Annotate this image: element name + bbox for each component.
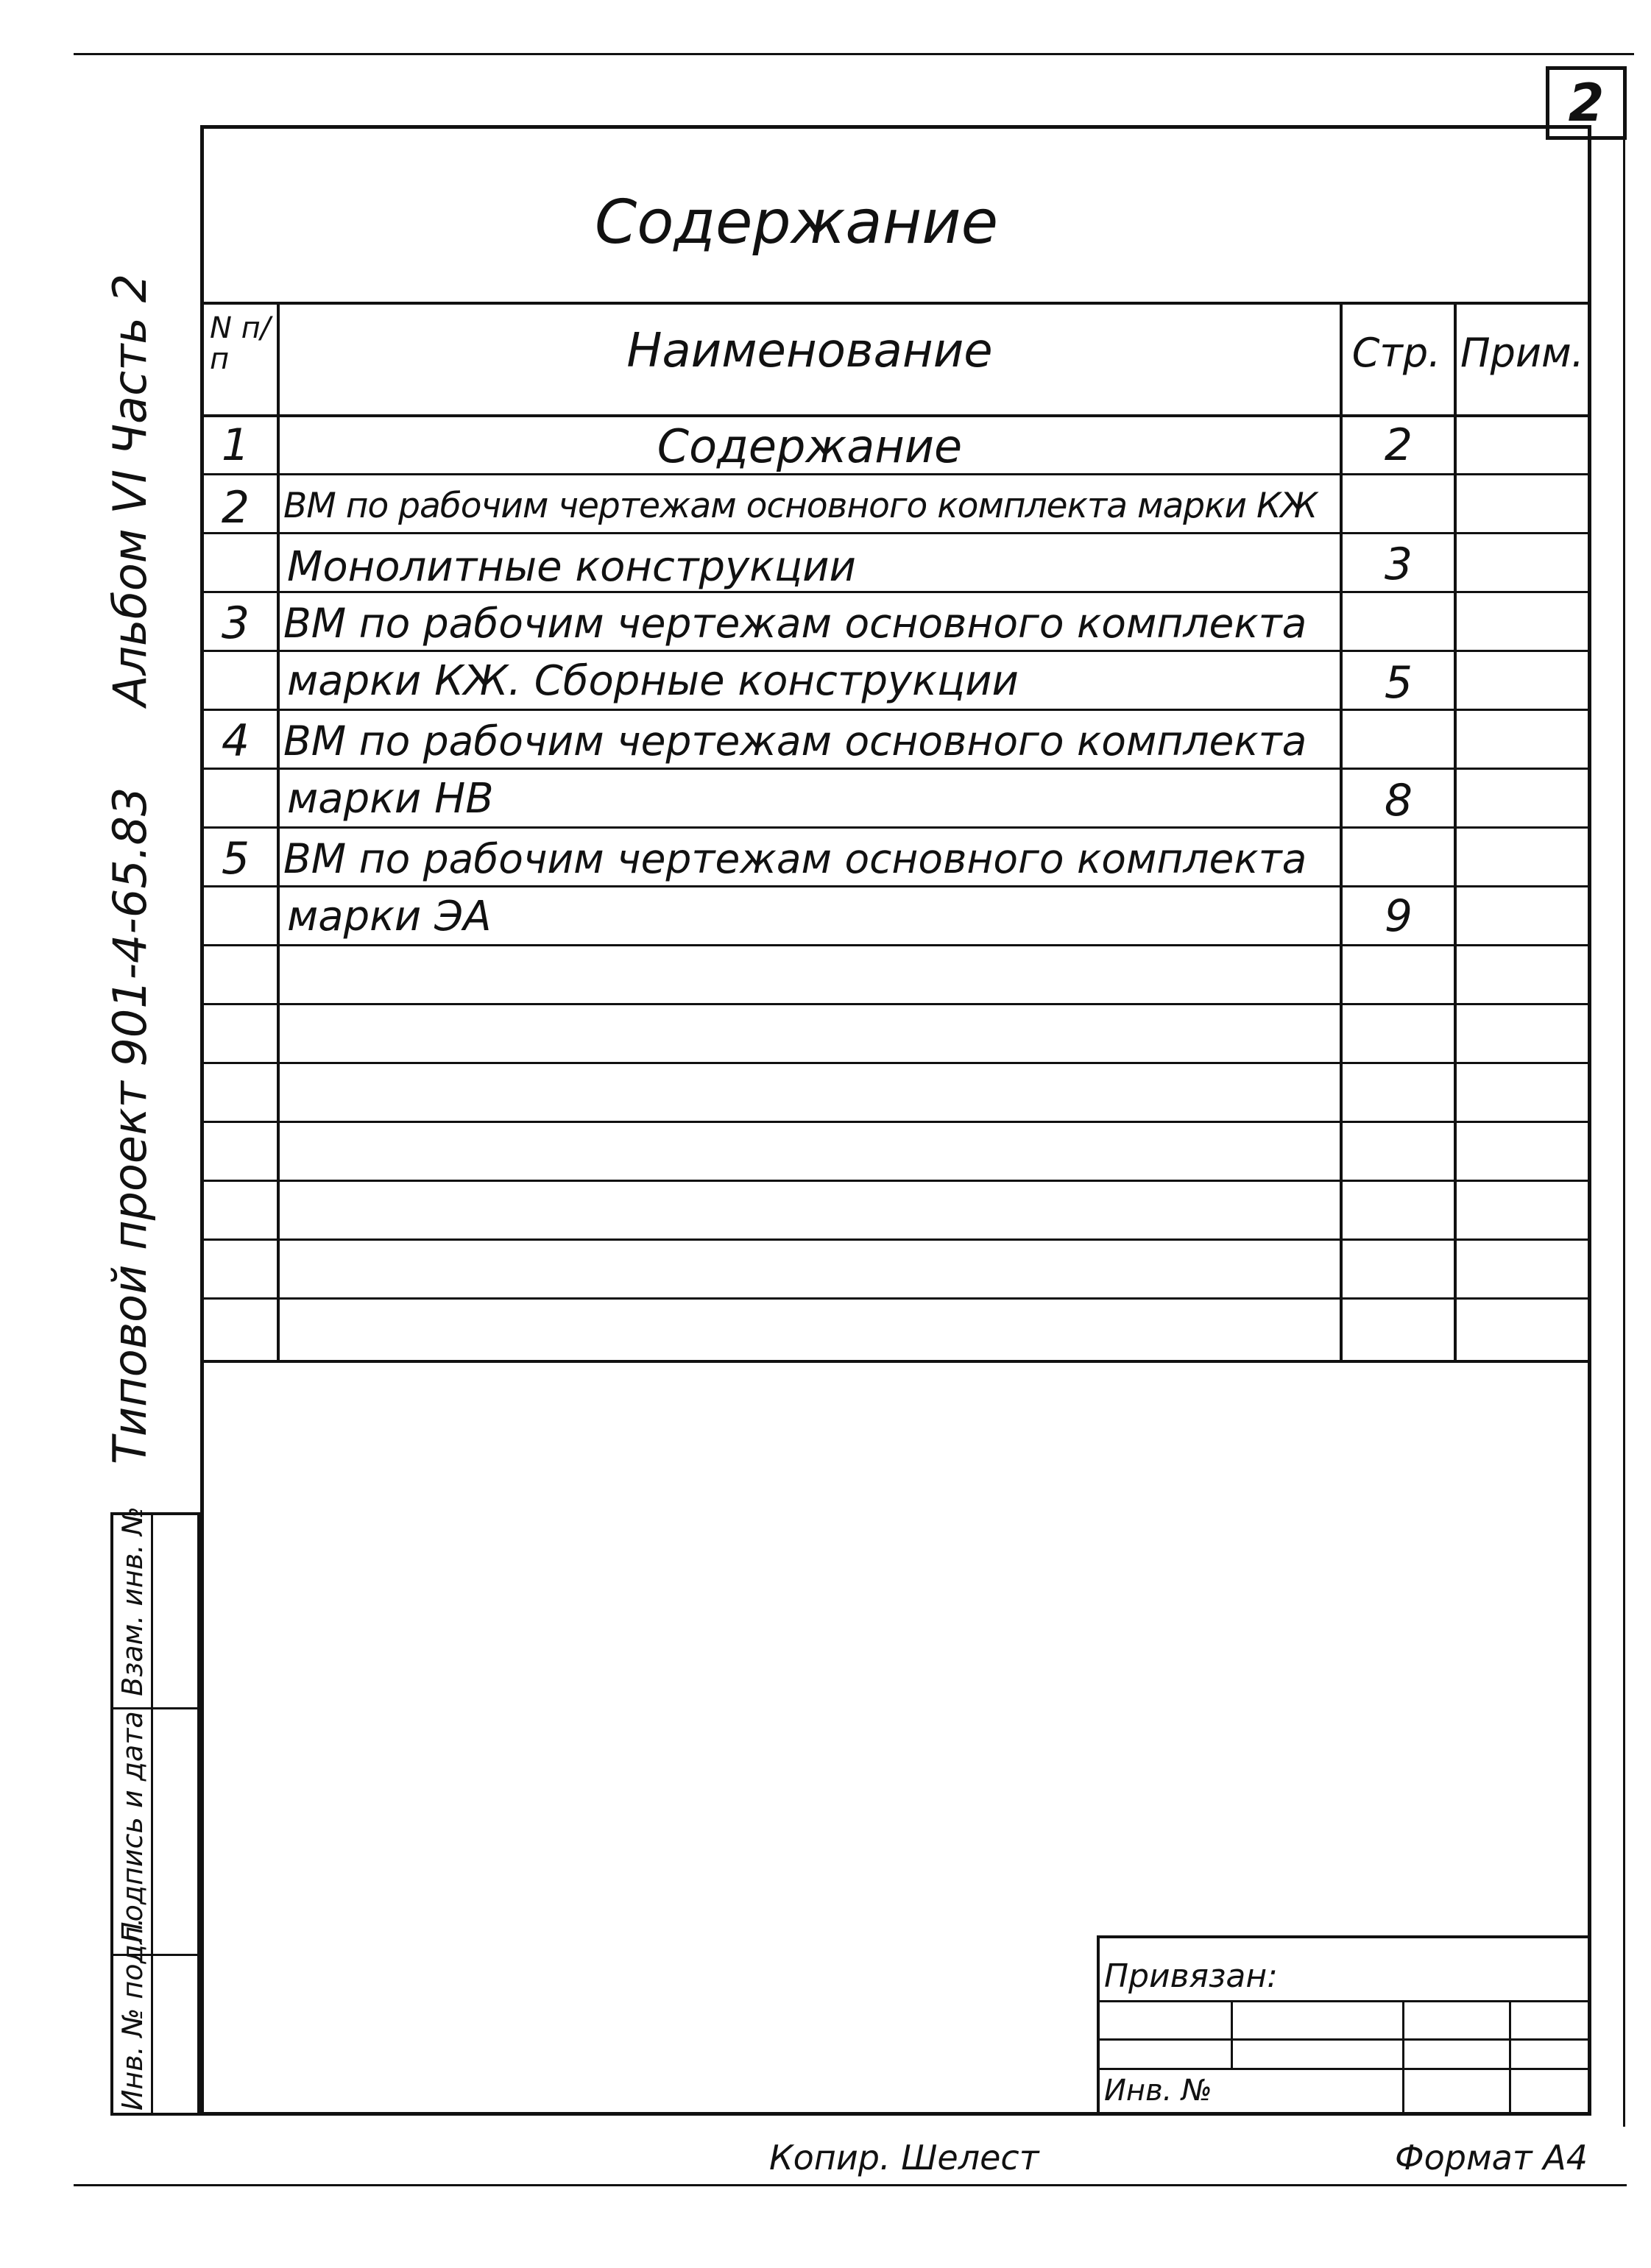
row-page: 9 [1384,890,1413,942]
side-box-line [110,1707,200,1709]
side-box-replace-inv: Взам. инв. № [116,1506,149,1696]
header-page: Стр. [1351,330,1441,376]
row-line [200,1062,1591,1064]
stamp-attached-label: Привязан: [1104,1957,1278,1995]
footer-format: Формат А4 [1395,2138,1588,2177]
row-name: ВМ по рабочим чертежам основного комплекта [283,717,1307,765]
row-name: марки КЖ. Сборные конструкции [287,657,1019,705]
footer-rule [74,2184,1627,2186]
side-box-divider [151,1512,153,2116]
stamp-line [1097,2038,1591,2041]
sheet-number: 2 [1546,66,1627,140]
stamp-line [1097,2068,1591,2070]
side-title-project: Типовой проект 901-4-65.83 [103,787,157,1464]
table-bottom-line [200,1360,1591,1363]
row-number: 5 [221,833,250,885]
row-page: 5 [1384,657,1413,709]
header-num: N п/п [210,311,271,376]
row-line [200,885,1591,887]
row-line [200,1297,1591,1300]
row-line [200,532,1591,534]
row-number: 1 [221,419,250,471]
row-line [200,1121,1591,1123]
footer-copied: Копир. Шелест [769,2138,1039,2177]
row-name: марки ЭА [287,893,492,940]
row-line [200,709,1591,711]
stamp-col [1231,2000,1233,2068]
stamp-col [1509,2000,1511,2116]
side-box-signature-date: Подпись и дата [116,1711,149,1943]
header-name: Наименование [626,324,993,378]
page-title: Содержание [594,188,999,258]
row-line [200,1003,1591,1005]
row-name: Монолитные конструкции [287,543,856,591]
row-number: 2 [221,482,250,534]
stamp-inv-label: Инв. № [1104,2074,1212,2108]
top-rule [74,53,1634,55]
row-number: 4 [221,715,250,767]
row-page: 8 [1384,775,1413,826]
row-line [200,1238,1591,1241]
title-underline [200,302,1591,305]
header-note: Прим. [1460,330,1584,376]
row-name: ВМ по рабочим чертежам основного комплекта [283,835,1307,882]
side-title-album: Альбом VI Часть 2 [103,273,157,706]
row-line [200,473,1591,475]
row-line [200,826,1591,829]
row-name: марки НВ [287,775,494,823]
col-line-note [1454,302,1457,1361]
row-line [200,944,1591,946]
row-number: 3 [221,598,250,649]
col-line-page [1340,302,1343,1361]
row-line [200,650,1591,652]
row-line [200,768,1591,770]
row-line [200,414,1591,417]
row-name: ВМ по рабочим чертежам основного комплекта марки КЖ [283,486,1318,526]
row-page: 2 [1384,419,1413,471]
row-line [200,591,1591,593]
stamp-line [1097,2000,1591,2002]
row-name: ВМ по рабочим чертежам основного комплекта [283,600,1307,647]
frame-right-outer [1623,140,1625,2127]
side-box-inv-original: Инв. № подл. [116,1917,149,2111]
row-line [200,1180,1591,1182]
row-name: Содержание [657,419,963,473]
stamp-col [1402,2000,1404,2116]
row-page: 3 [1384,539,1413,590]
